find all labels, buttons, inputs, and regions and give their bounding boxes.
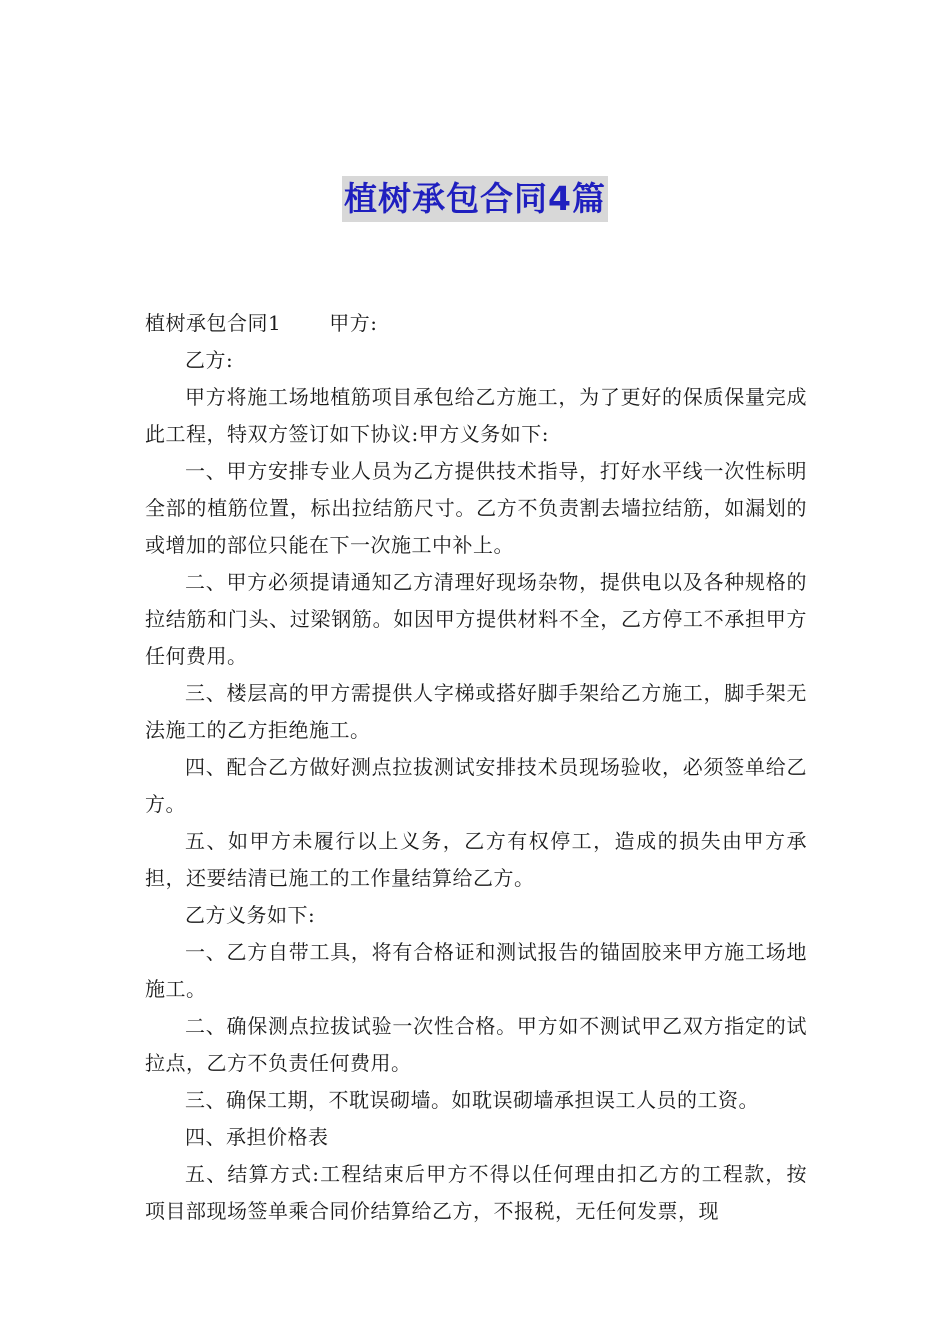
title-container — [0, 176, 950, 222]
paragraph: 甲方将施工场地植筋项目承包给乙方施工，为了更好的保质保量完成此工程，特双方签订如下协议:甲方义务如下: — [145, 385, 807, 446]
paragraph: 四、配合乙方做好测点拉拔测试安排技术员现场验收，必须签单给乙方。 — [145, 755, 807, 816]
paragraph: 二、甲方必须提请通知乙方清理好现场杂物，提供电以及各种规格的拉结筋和门头、过梁钢筋。如因甲方提供材料不全，乙方停工不承担甲方任何费用。 — [145, 570, 807, 668]
paragraph: 四、承担价格表 — [185, 1125, 329, 1149]
paragraph: 乙方: — [185, 348, 234, 372]
paragraph: 三、楼层高的甲方需提供人字梯或搭好脚手架给乙方施工，脚手架无法施工的乙方拒绝施工。 — [145, 681, 807, 742]
document-title: 植树承包合同4篇 — [342, 176, 608, 222]
paragraph: 三、确保工期，不耽误砌墙。如耽误砌墙承担误工人员的工资。 — [185, 1088, 759, 1112]
document-body — [145, 305, 807, 1230]
paragraph: 一、甲方安排专业人员为乙方提供技术指导，打好水平线一次性标明全部的植筋位置，标出拉结筋尺寸。乙方不负责割去墙拉结筋，如漏划的或增加的部位只能在下一次施工中补上。 — [145, 459, 807, 557]
paragraph: 五、结算方式:工程结束后甲方不得以任何理由扣乙方的工程款，按项目部现场签单乘合同价结算给乙方，不报税，无任何发票，现 — [145, 1162, 807, 1223]
party-a-label: 甲方: — [329, 311, 378, 335]
heading-line — [145, 305, 807, 342]
contract-label: 植树承包合同1 — [145, 311, 282, 335]
paragraph: 五、如甲方未履行以上义务，乙方有权停工，造成的损失由甲方承担，还要结清已施工的工作量结算给乙方。 — [145, 829, 807, 890]
paragraph: 乙方义务如下: — [185, 903, 316, 927]
paragraph: 二、确保测点拉拔试验一次性合格。甲方如不测试甲乙双方指定的试拉点，乙方不负责任何费用。 — [145, 1014, 807, 1075]
paragraph: 一、乙方自带工具，将有合格证和测试报告的锚固胶来甲方施工场地施工。 — [145, 940, 807, 1001]
